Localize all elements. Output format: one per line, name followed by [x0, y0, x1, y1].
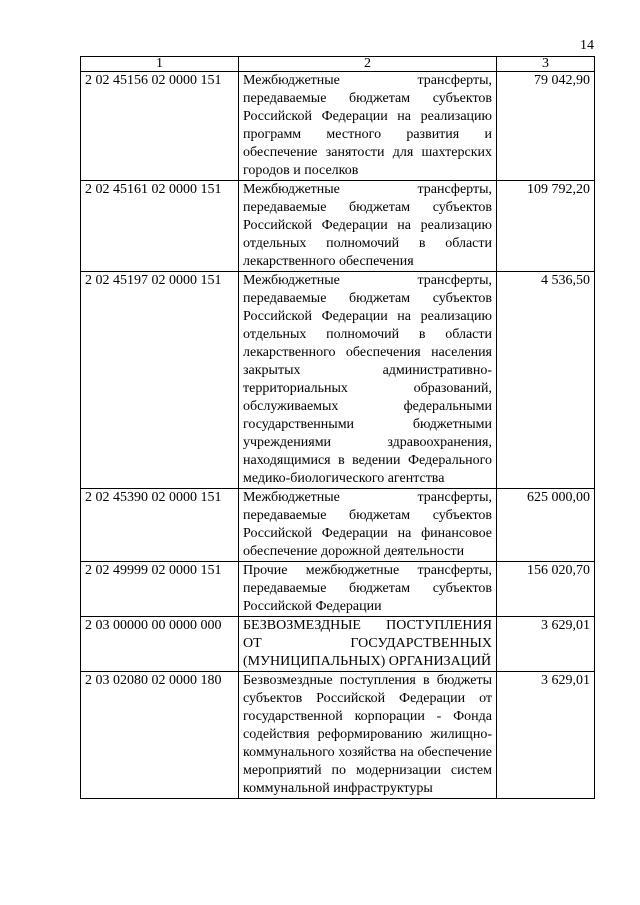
budget-code-cell: 2 02 49999 02 0000 151 — [81, 562, 239, 617]
column-header-code: 1 — [81, 57, 239, 72]
description-cell: Безвозмездные поступления в бюджеты субъектов Российской Федерации от государственной корпорации - Фонда содействия реформированию жилищно-коммунального хозяйства на обеспечение мероприятий по модернизации систем коммунальной инфраструктуры — [239, 672, 497, 799]
amount-cell: 79 042,90 — [497, 72, 595, 181]
column-header-amount: 3 — [497, 57, 595, 72]
description-cell: Межбюджетные трансферты, передаваемые бюджетам субъектов Российской Федерации на реализацию отдельных полномочий в области лекарственного обеспечения населения закрытых административно-территориальных образований, обслуживаемых федеральными государственными бюджетными учреждениями здравоохранения, находящимися в ведении Федерального медико-биологического агентства — [239, 272, 497, 489]
description-cell: Межбюджетные трансферты, передаваемые бюджетам субъектов Российской Федерации на реализацию программ местного развития и обеспечение занятости для шахтерских городов и поселков — [239, 72, 497, 181]
budget-code-cell: 2 03 00000 00 0000 000 — [81, 617, 239, 672]
description-cell: Прочие межбюджетные трансферты, передаваемые бюджетам субъектов Российской Федерации — [239, 562, 497, 617]
budget-code-cell: 2 02 45390 02 0000 151 — [81, 489, 239, 562]
amount-cell: 109 792,20 — [497, 181, 595, 272]
table-row — [81, 181, 595, 272]
table-header-row — [81, 57, 595, 72]
amount-cell: 4 536,50 — [497, 272, 595, 489]
budget-revenue-table — [80, 56, 595, 799]
table-row — [81, 617, 595, 672]
table-row — [81, 562, 595, 617]
budget-code-cell: 2 03 02080 02 0000 180 — [81, 672, 239, 799]
budget-code-cell: 2 02 45161 02 0000 151 — [81, 181, 239, 272]
budget-code-cell: 2 02 45156 02 0000 151 — [81, 72, 239, 181]
amount-cell: 156 020,70 — [497, 562, 595, 617]
table-row — [81, 489, 595, 562]
description-cell: Межбюджетные трансферты, передаваемые бюджетам субъектов Российской Федерации на реализацию отдельных полномочий в области лекарственного обеспечения — [239, 181, 497, 272]
description-cell: БЕЗВОЗМЕЗДНЫЕ ПОСТУПЛЕНИЯ ОТ ГОСУДАРСТВЕННЫХ (МУНИЦИПАЛЬНЫХ) ОРГАНИЗАЦИЙ — [239, 617, 497, 672]
amount-cell: 625 000,00 — [497, 489, 595, 562]
amount-cell: 3 629,01 — [497, 617, 595, 672]
column-header-name: 2 — [239, 57, 497, 72]
description-cell: Межбюджетные трансферты, передаваемые бюджетам субъектов Российской Федерации на финансовое обеспечение дорожной деятельности — [239, 489, 497, 562]
budget-code-cell: 2 02 45197 02 0000 151 — [81, 272, 239, 489]
amount-cell: 3 629,01 — [497, 672, 595, 799]
page-number: 14 — [580, 38, 594, 53]
table-row — [81, 672, 595, 799]
table-row — [81, 272, 595, 489]
table-row — [81, 72, 595, 181]
